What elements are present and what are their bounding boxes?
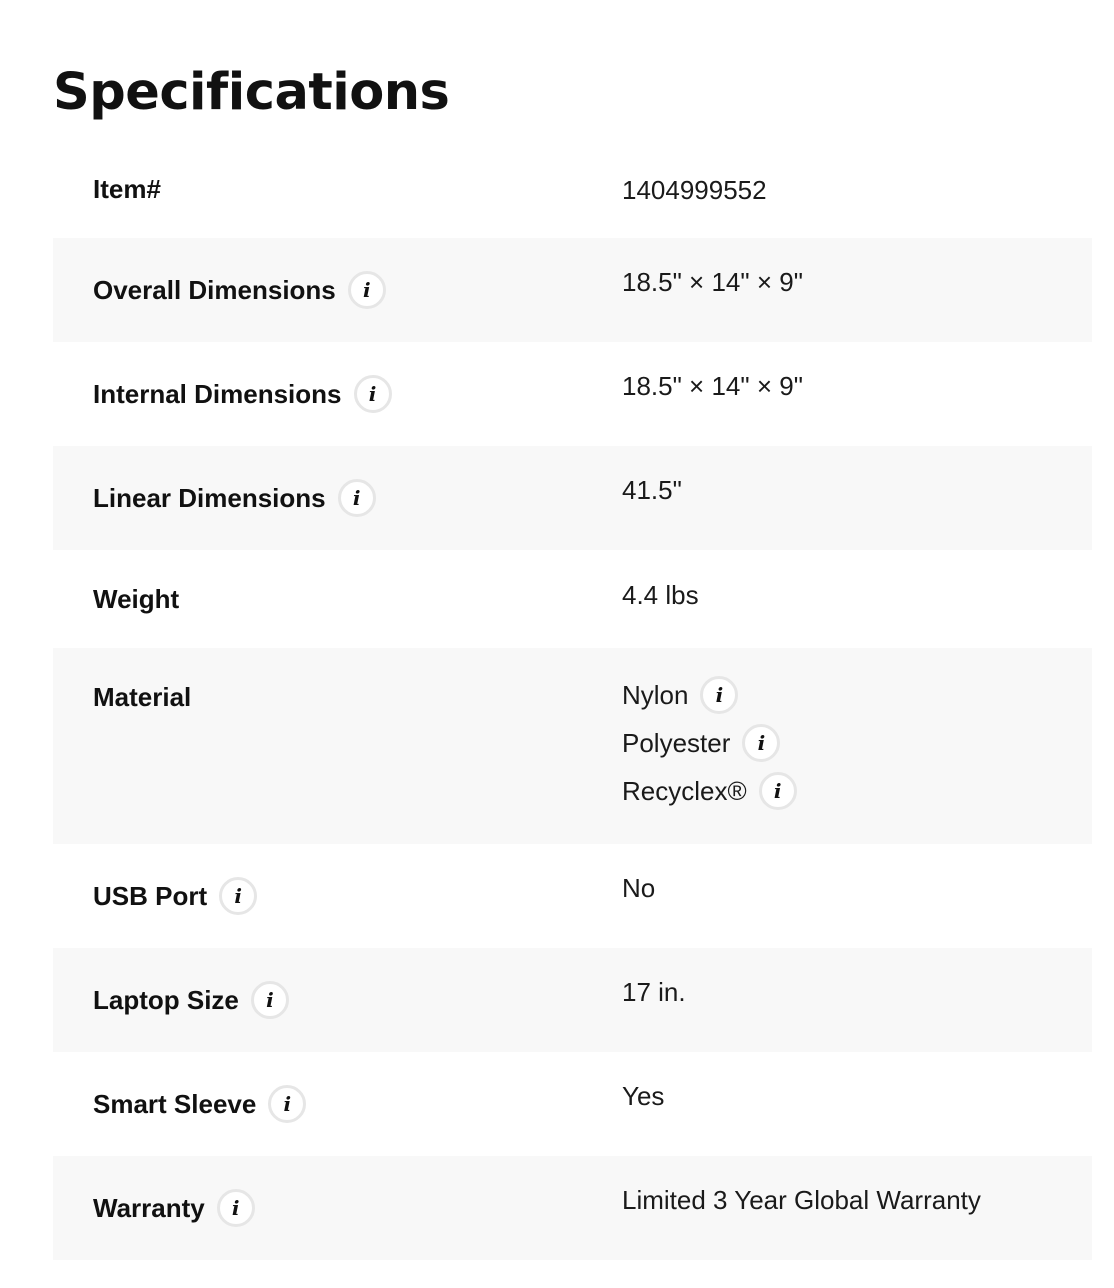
spec-value <box>622 258 803 306</box>
spec-row-item-number <box>53 136 1092 238</box>
info-icon[interactable]: i <box>268 1085 306 1123</box>
spec-value-text: 1404999552 <box>622 174 767 205</box>
spec-value-text: 4.4 lbs <box>622 579 699 610</box>
spec-label-text: USB Port <box>93 880 208 911</box>
spec-row-warranty <box>53 1156 1092 1260</box>
info-icon[interactable]: i <box>700 676 738 714</box>
spec-row-linear-dimensions <box>53 446 1092 550</box>
spec-value-text: 18.5" × 14" × 9" <box>622 266 803 297</box>
info-icon[interactable]: i <box>217 1189 255 1227</box>
spec-row-overall-dimensions <box>53 238 1092 342</box>
spec-label-text: Linear Dimensions <box>93 482 326 513</box>
material-item <box>622 719 797 767</box>
material-item <box>622 671 797 719</box>
spec-value <box>622 1072 664 1120</box>
spec-value-list <box>622 671 797 815</box>
material-item <box>622 767 797 815</box>
spec-value <box>622 466 682 514</box>
spec-row-usb-port <box>53 844 1092 948</box>
spec-label <box>93 875 257 917</box>
info-icon[interactable]: i <box>354 375 392 413</box>
spec-label <box>93 979 289 1021</box>
spec-label-text: Weight <box>93 583 180 614</box>
spec-value <box>622 864 655 912</box>
spec-label-text: Internal Dimensions <box>93 378 342 409</box>
spec-value-text: Nylon <box>622 679 689 710</box>
info-icon[interactable]: i <box>742 724 780 762</box>
spec-value-text: Recyclex® <box>622 775 747 806</box>
spec-value-text: 17 in. <box>622 976 686 1007</box>
spec-value <box>622 362 803 410</box>
specifications-table <box>53 136 1092 1260</box>
spec-row-internal-dimensions <box>53 342 1092 446</box>
page-title: Specifications <box>53 63 450 122</box>
spec-value-text: Polyester <box>622 727 731 758</box>
spec-label <box>93 477 376 519</box>
spec-value-text: Yes <box>622 1080 665 1111</box>
spec-label-text: Warranty <box>93 1192 205 1223</box>
info-icon[interactable]: i <box>338 479 376 517</box>
spec-label <box>93 1083 306 1125</box>
spec-value-text: Limited 3 Year Global Warranty <box>622 1184 981 1215</box>
spec-value <box>622 166 767 214</box>
spec-label <box>93 170 161 208</box>
spec-value-text: No <box>622 872 656 903</box>
spec-label-text: Laptop Size <box>93 984 239 1015</box>
spec-row-weight <box>53 550 1092 648</box>
spec-value <box>622 1176 981 1224</box>
spec-row-material <box>53 648 1092 844</box>
spec-value <box>622 968 686 1016</box>
spec-label <box>93 580 179 618</box>
spec-label-text: Smart Sleeve <box>93 1088 257 1119</box>
info-icon[interactable]: i <box>759 772 797 810</box>
info-icon[interactable]: i <box>251 981 289 1019</box>
spec-label-text: Item# <box>93 173 161 204</box>
info-icon[interactable]: i <box>348 271 386 309</box>
spec-row-smart-sleeve <box>53 1052 1092 1156</box>
info-icon[interactable]: i <box>219 877 257 915</box>
spec-row-laptop-size <box>53 948 1092 1052</box>
spec-label <box>93 678 191 716</box>
spec-label <box>93 269 386 311</box>
spec-value-text: 18.5" × 14" × 9" <box>622 370 803 401</box>
spec-label <box>93 1187 255 1229</box>
spec-value-text: 41.5" <box>622 474 682 505</box>
spec-value <box>622 571 699 619</box>
spec-label-text: Material <box>93 681 192 712</box>
spec-label-text: Overall Dimensions <box>93 274 336 305</box>
spec-label <box>93 373 392 415</box>
